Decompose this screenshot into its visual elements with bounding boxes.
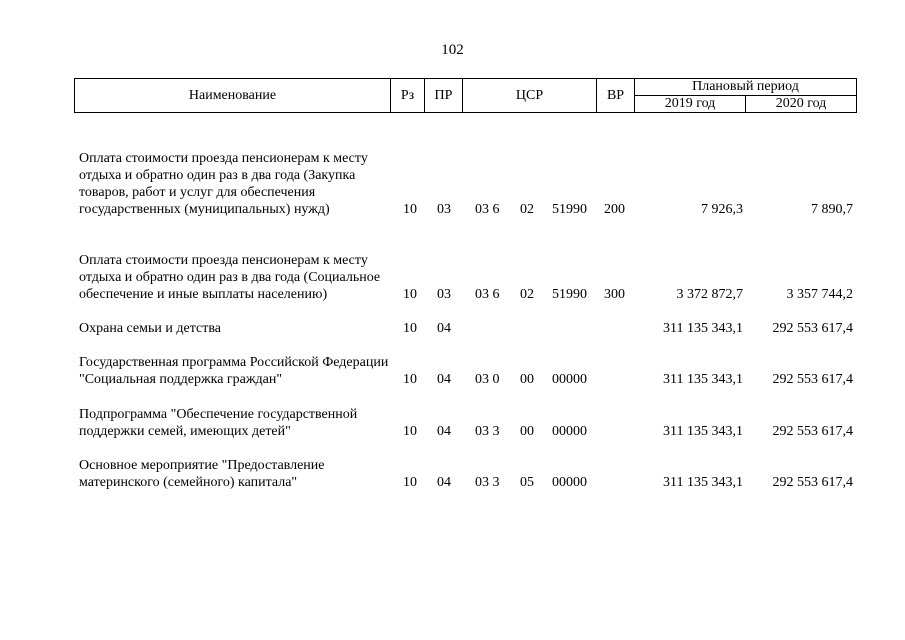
row-name: Подпрограмма "Обеспечение государственной поддержки семей, имеющих детей" xyxy=(79,407,358,439)
row-pr: 04 xyxy=(437,372,451,387)
table-row xyxy=(74,235,857,303)
row-pr: 04 xyxy=(437,475,451,490)
row-vr: 300 xyxy=(604,287,625,302)
row-csr-program: 03 6 xyxy=(475,287,500,302)
row-amount-2020: 292 553 617,4 xyxy=(772,475,853,490)
row-csr-event: 02 xyxy=(520,287,534,302)
row-amount-2019: 3 372 872,7 xyxy=(676,287,743,302)
header-year-2020: 2020 год xyxy=(775,96,827,111)
row-csr-event: 00 xyxy=(520,372,534,387)
row-csr-direction: 00000 xyxy=(552,424,587,439)
row-name: Государственная программа Российской Федерации "Социальная поддержка граждан" xyxy=(79,355,389,387)
header-plan-period xyxy=(635,79,856,112)
row-csr-direction: 51990 xyxy=(552,287,587,302)
row-pr: 03 xyxy=(437,287,451,302)
row-name: Основное мероприятие "Предоставление материнского (семейного) капитала" xyxy=(79,458,325,490)
row-amount-2020: 292 553 617,4 xyxy=(772,321,853,336)
row-csr-direction: 00000 xyxy=(552,475,587,490)
row-csr-program: 03 3 xyxy=(475,424,500,439)
row-amount-2020: 7 890,7 xyxy=(811,202,853,217)
table-row xyxy=(74,133,857,218)
row-csr-program: 03 6 xyxy=(475,202,500,217)
row-vr: 200 xyxy=(604,202,625,217)
header-rz: Рз xyxy=(391,79,425,112)
row-amount-2019: 7 926,3 xyxy=(701,202,743,217)
page-number: 102 xyxy=(441,42,464,58)
row-csr-event: 00 xyxy=(520,424,534,439)
row-pr: 04 xyxy=(437,424,451,439)
row-rz: 10 xyxy=(403,202,417,217)
row-name: Оплата стоимости проезда пенсионерам к месту отдыха и обратно один раз в два года (Социальное обеспечение и иные выплаты населению) xyxy=(79,253,381,302)
row-name: Оплата стоимости проезда пенсионерам к месту отдыха и обратно один раз в два года (Закупка товаров, работ и услуг для обеспечения государственных (муниципальных) нужд) xyxy=(79,151,368,217)
row-amount-2019: 311 135 343,1 xyxy=(663,321,743,336)
header-plan-title: Плановый период xyxy=(635,79,856,96)
row-csr-event: 02 xyxy=(520,202,534,217)
header-vr: ВР xyxy=(597,79,635,112)
table-header xyxy=(74,78,857,113)
table-row xyxy=(74,406,857,440)
header-csr: ЦСР xyxy=(463,79,597,112)
row-rz: 10 xyxy=(403,287,417,302)
header-name: Наименование xyxy=(75,79,391,112)
row-rz: 10 xyxy=(403,372,417,387)
row-csr-direction: 00000 xyxy=(552,372,587,387)
row-amount-2019: 311 135 343,1 xyxy=(663,475,743,490)
row-csr-program: 03 0 xyxy=(475,372,500,387)
row-amount-2019: 311 135 343,1 xyxy=(663,424,743,439)
row-pr: 03 xyxy=(437,202,451,217)
row-amount-2020: 3 357 744,2 xyxy=(786,287,853,302)
header-pr: ПР xyxy=(425,79,463,112)
row-rz: 10 xyxy=(403,424,417,439)
row-amount-2020: 292 553 617,4 xyxy=(772,372,853,387)
table-row xyxy=(74,354,857,388)
row-amount-2020: 292 553 617,4 xyxy=(772,424,853,439)
row-csr-direction: 51990 xyxy=(552,202,587,217)
row-rz: 10 xyxy=(403,321,417,336)
row-csr-program: 03 3 xyxy=(475,475,500,490)
row-pr: 04 xyxy=(437,321,451,336)
header-year-2019: 2019 год xyxy=(635,96,746,112)
table-row xyxy=(74,457,857,491)
row-rz: 10 xyxy=(403,475,417,490)
row-csr-event: 05 xyxy=(520,475,534,490)
row-amount-2019: 311 135 343,1 xyxy=(663,372,743,387)
row-name: Охрана семьи и детства xyxy=(79,321,221,336)
table-row xyxy=(74,320,857,337)
